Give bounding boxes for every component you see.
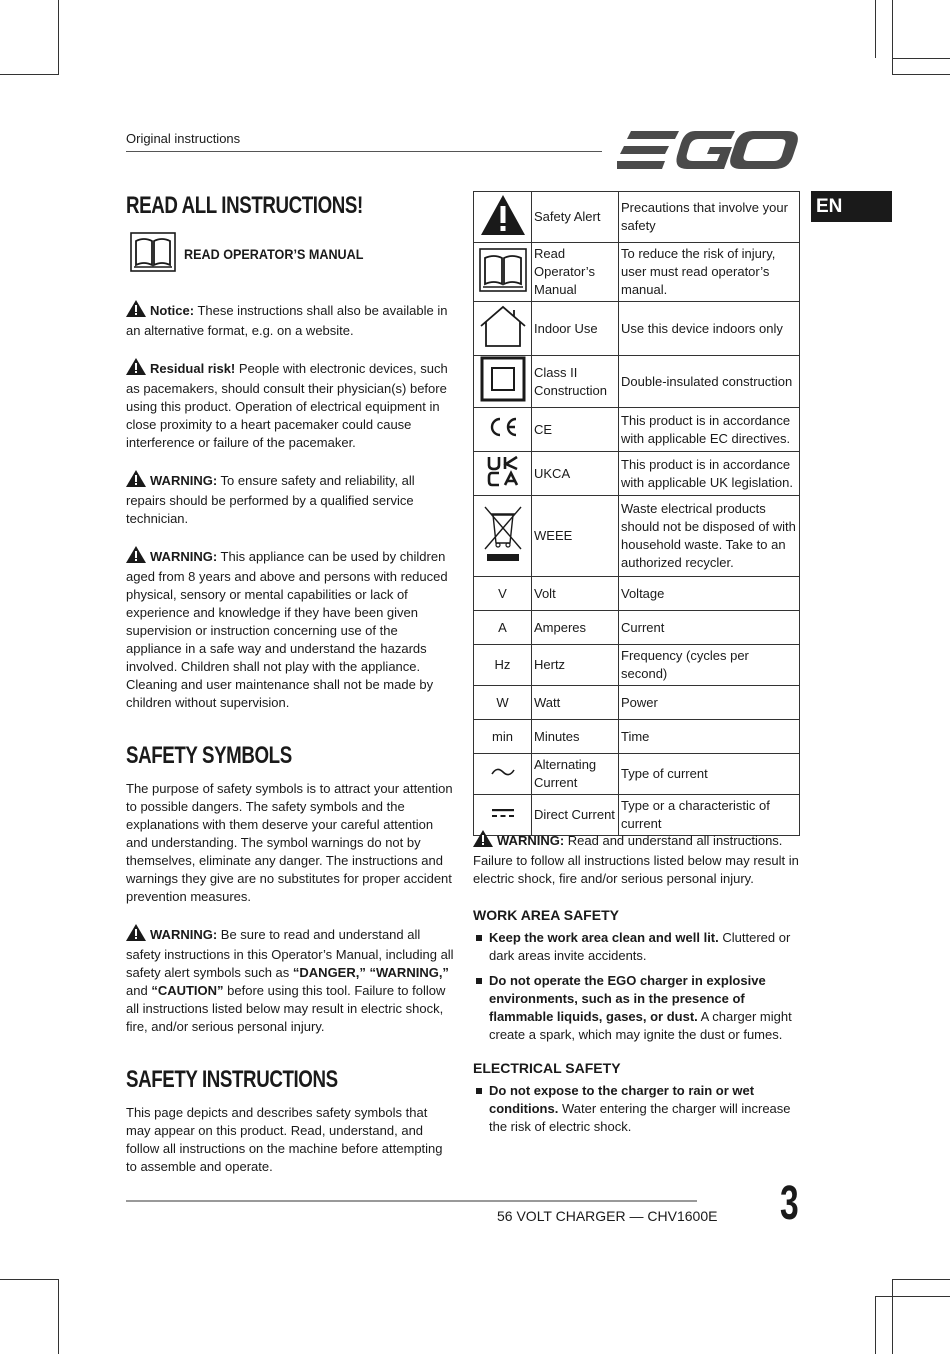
double-square-icon <box>480 390 526 405</box>
symbol-cell <box>474 452 532 496</box>
warning-triangle-icon <box>126 470 146 492</box>
symbol-name: Watt <box>532 686 619 720</box>
residual-risk-paragraph <box>126 358 454 452</box>
symbol-name: Minutes <box>532 720 619 754</box>
safety-symbols-text: The purpose of safety symbols is to attract your attention to possible dangers. The safety symbols and the explanations with them deserve your careful attention and understanding. The symbol warnings do not by themselves, eliminate any danger. The instructions and warnings they give are no substitutes for proper accident prevention measures. <box>126 781 453 904</box>
header-rule <box>126 151 602 152</box>
symbol-text: W <box>474 686 532 720</box>
warning-triangle-icon <box>126 358 146 380</box>
page-number: 3 <box>780 1177 799 1230</box>
warning-repairs-text: To ensure safety and reliability, all repairs should be performed by a qualified service technician. <box>126 473 415 526</box>
list-item <box>473 929 800 965</box>
notice-text: These instructions shall also be available in an alternative format, e.g. on a website. <box>126 303 448 338</box>
danger-word: “DANGER,” <box>292 965 366 980</box>
warning-read-paragraph <box>126 924 454 1036</box>
symbol-name: Hertz <box>532 645 619 686</box>
warning-label: WARNING: <box>497 833 565 848</box>
list-item-text: Water entering the charger will increase the risk of electric shock. <box>489 1101 791 1134</box>
table-row <box>474 577 800 611</box>
separator: and <box>126 983 152 998</box>
crop-mark <box>0 1279 58 1280</box>
symbol-name: UKCA <box>532 452 619 496</box>
warning-triangle-icon <box>480 224 526 239</box>
symbol-description: Waste electrical products should not be disposed of with household waste. Take to an authorized recycler. <box>619 496 800 577</box>
read-all-instructions-title: READ ALL INSTRUCTIONS! <box>126 192 363 219</box>
table-row <box>474 686 800 720</box>
warning-label: WARNING: <box>150 549 218 564</box>
symbol-name: Direct Current <box>532 795 619 836</box>
symbol-cell <box>474 496 532 577</box>
residual-risk-text: People with electronic devices, such as pacemakers, should consult their physician(s) before using this product. Operation of electrical equipment in close proximity to a heart pacemaker could cause interference or failure of the pacemaker. <box>126 361 448 450</box>
right-column <box>473 830 800 1143</box>
table-row <box>474 302 800 356</box>
list-item <box>473 972 800 1044</box>
table-row <box>474 356 800 408</box>
symbol-name: WEEE <box>532 496 619 577</box>
crop-mark <box>892 1279 893 1354</box>
symbol-cell <box>474 302 532 356</box>
crop-mark <box>892 0 893 75</box>
crop-mark <box>875 0 876 58</box>
notice-paragraph <box>126 300 454 340</box>
crop-mark <box>892 74 950 75</box>
table-row <box>474 720 800 754</box>
header-original-instructions: Original instructions <box>126 131 241 146</box>
table-row <box>474 496 800 577</box>
crop-mark <box>58 0 59 75</box>
crop-mark <box>0 74 58 75</box>
footer-rule <box>126 1200 697 1202</box>
crop-mark <box>892 58 950 59</box>
symbol-cell <box>474 243 532 302</box>
right-warning-text: Read and understand all instructions. Failure to follow all instructions listed below may result in electric shock, fire and/or serious personal injury. <box>473 833 799 886</box>
warning-triangle-icon <box>473 830 493 852</box>
symbol-name: Alternating Current <box>532 754 619 795</box>
warning-children-paragraph <box>126 546 454 712</box>
list-item-bold: Keep the work area clean and well lit. <box>489 930 719 945</box>
symbol-text: A <box>474 611 532 645</box>
warning-label: WARNING: <box>150 473 218 488</box>
symbol-name: Volt <box>532 577 619 611</box>
notice-label: Notice: <box>150 303 195 318</box>
symbol-name: Indoor Use <box>532 302 619 356</box>
residual-risk-label: Residual risk! <box>150 361 236 376</box>
crop-mark <box>875 1296 950 1297</box>
table-row <box>474 611 800 645</box>
symbol-name: CE <box>532 408 619 452</box>
symbol-text: min <box>474 720 532 754</box>
warning-children-text: This appliance can be used by children aged from 8 years and above and persons with reduced physical, sensory or mental capabilities or lack of experience and knowledge if they have been given supervision or instruction concerning use of the appliance in a safe way and understand the hazards involved. Children shall not play with the appliance. Cleaning and user maintenance shall not be made by children without supervision. <box>126 549 448 710</box>
symbol-description: This product is in accordance with applicable EC directives. <box>619 408 800 452</box>
warning-word: “WARNING,” <box>369 965 449 980</box>
list-item-text: Cluttered or dark areas invite accidents. <box>489 930 791 963</box>
warning-triangle-icon <box>126 300 146 322</box>
symbol-cell <box>474 192 532 243</box>
symbol-name: Amperes <box>532 611 619 645</box>
table-row <box>474 243 800 302</box>
symbol-name: Class II Construction <box>532 356 619 408</box>
symbol-description: Time <box>619 720 800 754</box>
symbol-description: Voltage <box>619 577 800 611</box>
symbol-name: Safety Alert <box>532 192 619 243</box>
symbol-description: Type of current <box>619 754 800 795</box>
symbol-cell <box>474 754 532 795</box>
ce-mark-icon <box>487 426 519 441</box>
footer-product-title: 56 VOLT CHARGER — CHV1600E <box>497 1208 718 1224</box>
symbol-description: Current <box>619 611 800 645</box>
work-area-safety-title: WORK AREA SAFETY <box>473 907 619 923</box>
symbol-description: To reduce the risk of injury, user must read operator’s manual. <box>619 243 800 302</box>
list-item <box>473 1082 800 1136</box>
symbol-description: Frequency (cycles per second) <box>619 645 800 686</box>
crop-mark <box>875 1296 876 1354</box>
dc-symbol-icon <box>491 807 515 822</box>
ac-wave-icon <box>490 767 516 782</box>
symbol-cell <box>474 356 532 408</box>
list-item-bold: Do not expose to the charger to rain or wet conditions. <box>489 1083 755 1116</box>
warning-label: WARNING: <box>150 927 218 942</box>
table-row <box>474 452 800 496</box>
right-warning-paragraph <box>473 830 800 888</box>
electrical-list <box>473 1082 800 1136</box>
symbol-description: Power <box>619 686 800 720</box>
manual-book-icon <box>479 280 527 295</box>
symbol-description: Type or a characteristic of current <box>619 795 800 836</box>
list-item-text: A charger might create a spark, which may ignite the dust or fumes. <box>489 1009 792 1042</box>
safety-symbols-table <box>473 191 800 836</box>
symbol-cell <box>474 408 532 452</box>
symbol-text: Hz <box>474 645 532 686</box>
safety-instructions-text: This page depicts and describes safety symbols that may appear on this product. Read, understand, and follow all instructions on the machine before attempting to assemble and operate. <box>126 1105 443 1174</box>
symbol-name: Read Operator’s Manual <box>532 243 619 302</box>
crop-mark <box>892 1279 950 1280</box>
list-item-bold: Do not operate the EGO charger in explosive environments, such as in the presence of flammable liquids, gases, or dust. <box>489 973 766 1024</box>
symbol-description: Double-insulated construction <box>619 356 800 408</box>
work-area-list <box>473 929 800 1044</box>
table-row <box>474 754 800 795</box>
table-row <box>474 192 800 243</box>
warning-repairs-paragraph <box>126 470 454 528</box>
warning-triangle-icon <box>126 546 146 568</box>
weee-bin-icon <box>481 551 525 566</box>
read-manual-row <box>130 232 454 275</box>
electrical-safety-title: ELECTRICAL SAFETY <box>473 1060 621 1076</box>
ego-logo <box>617 130 799 173</box>
symbol-description: Precautions that involve your safety <box>619 192 800 243</box>
warning-triangle-icon <box>126 924 146 946</box>
table-row <box>474 645 800 686</box>
house-icon <box>478 336 528 351</box>
safety-symbols-title: SAFETY SYMBOLS <box>126 742 292 769</box>
manual-book-icon <box>130 232 176 275</box>
symbol-description: Use this device indoors only <box>619 302 800 356</box>
warning-read-text-b: before using this tool. Failure to follow all instructions listed below may result in electric shock, fire, and/or serious personal injury. <box>126 983 446 1034</box>
read-manual-label: READ OPERATOR’S MANUAL <box>184 245 364 262</box>
table-row <box>474 408 800 452</box>
symbol-text: V <box>474 577 532 611</box>
caution-word: “CAUTION” <box>151 983 224 998</box>
ukca-mark-icon <box>487 475 519 490</box>
safety-instructions-title: SAFETY INSTRUCTIONS <box>126 1066 338 1093</box>
language-tab-en: EN <box>811 191 892 222</box>
left-column <box>126 190 454 1176</box>
symbol-description: This product is in accordance with applicable UK legislation. <box>619 452 800 496</box>
warning-read-text-a: Be sure to read and understand all safety instructions in this Operator’s Manual, including all safety alert symbols such as <box>126 927 454 980</box>
crop-mark <box>58 1279 59 1354</box>
